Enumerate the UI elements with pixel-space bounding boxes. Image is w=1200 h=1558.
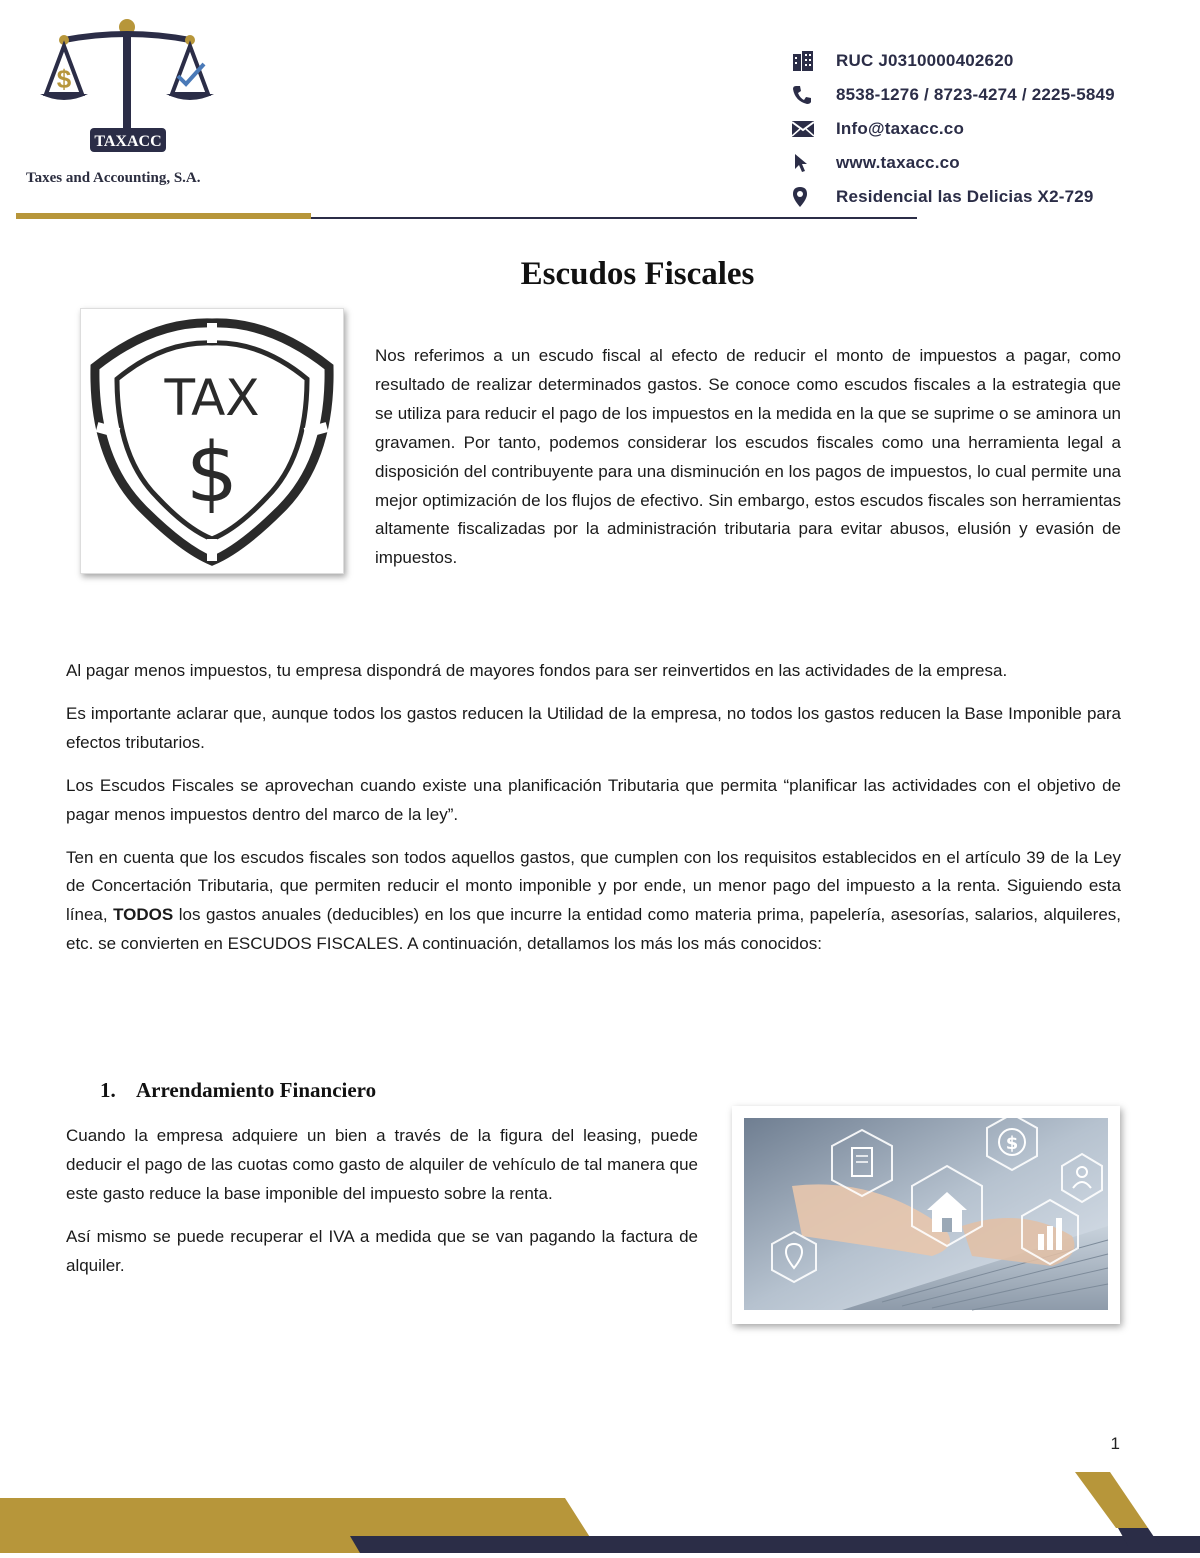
paragraph-2: Es importante aclarar que, aunque todos los gastos reducen la Utilidad de la empresa, no todos los gastos reducen la Base Imponible para efectos tributarios. bbox=[66, 703, 1121, 752]
email-link[interactable]: Info@taxacc.co bbox=[836, 119, 965, 138]
contact-text: Residencial las Delicias X2-729 bbox=[836, 187, 1094, 206]
lease-paragraph-2: Así mismo se puede recuperar el IVA a medida que se van pagando la factura de alquiler. bbox=[66, 1226, 698, 1275]
paragraph-4-start: Ten en cuenta que los escudos fiscales son todos aquellos gastos, que cumplen con los requisitos establecidos en el artículo 39 de la Ley de Concertación Tributaria, que permiten reducir el monto imponible y por ende, un menor pago del impuesto a la renta. Siguiendo esta línea, bbox=[66, 847, 1121, 925]
contact-website[interactable] bbox=[792, 146, 1192, 180]
header-rule-gold bbox=[16, 213, 311, 219]
laptop-finance-photo bbox=[732, 1106, 1120, 1324]
paragraph-3: Los Escudos Fiscales se aprovechan cuando existe una planificación Tributaria que permita “planificar las actividades con el objetivo de pagar menos impuestos dentro del marco de la ley”. bbox=[66, 775, 1121, 824]
contact-address bbox=[792, 180, 1192, 214]
logo-caption: Taxes and Accounting, S.A. bbox=[26, 170, 201, 186]
lease-paragraph-1: Cuando la empresa adquiere un bien a través de la figura del leasing, puede deducir el pago de las cuotas como gasto de alquiler de vehículo de tal manera que este gasto reduce la base imponible del impuesto sobre la renta. bbox=[66, 1126, 698, 1203]
intro-paragraph-block bbox=[375, 342, 1121, 573]
envelope-icon bbox=[792, 118, 818, 140]
cursor-icon bbox=[792, 152, 818, 174]
contact-phone bbox=[792, 78, 1192, 112]
header-rule-navy bbox=[311, 217, 917, 219]
footer-decoration bbox=[0, 1470, 1200, 1553]
scales-of-justice-icon bbox=[30, 16, 260, 196]
section-heading bbox=[100, 1078, 700, 1103]
contact-text: RUC J0310000402620 bbox=[836, 51, 1014, 70]
company-logo bbox=[30, 16, 260, 196]
body-paragraphs bbox=[66, 657, 1121, 973]
section-number: 1. bbox=[100, 1078, 116, 1102]
logo-wordmark: TAXACC bbox=[94, 133, 162, 150]
contact-text: 8538-1276 / 8723-4274 / 2225-5849 bbox=[836, 85, 1115, 104]
contact-email[interactable] bbox=[792, 112, 1192, 146]
building-icon bbox=[792, 50, 818, 72]
paragraph-4 bbox=[66, 844, 1121, 960]
website-link[interactable]: www.taxacc.co bbox=[836, 153, 960, 172]
intro-paragraph: Nos referimos a un escudo fiscal al efecto de reducir el monto de impuestos a pagar, como resultado de realizar determinados gastos. Se conoce como escudos fiscales a la estrategia que se utiliza para reducir el pago de los impuestos en la medida en la que se suprime o se aminora un gravamen. Por tanto, podemos considerar los escudos fiscales como una herramienta legal a disposición del contribuyente para una disminución en los pagos de impuestos, lo cual permite una mejor optimización de los flujos de efectivo. Sin embargo, estos escudos fiscales son herramientas altamente fiscalizadas por la administración tributaria para evitar abusos, elusión y evasión de impuestos. bbox=[375, 346, 1121, 568]
contact-ruc bbox=[792, 44, 1192, 78]
location-pin-icon bbox=[792, 186, 818, 208]
page-number: 1 bbox=[1110, 1434, 1120, 1453]
paragraph-4-end: los gastos anuales (deducibles) en los que incurre la entidad como materia prima, papelería, asesorías, salarios, alquileres, etc. se convierten en ESCUDOS FISCALES. A continuación, detallamos los más los más conocidos: bbox=[66, 905, 1121, 954]
paragraph-4-bold: TODOS bbox=[113, 905, 174, 925]
contact-info bbox=[792, 44, 1192, 214]
tax-text: TAX bbox=[164, 369, 260, 427]
dollar-sign: $ bbox=[185, 426, 239, 521]
finance-icons-photo bbox=[732, 1106, 1120, 1324]
page-title: Escudos Fiscales bbox=[520, 256, 755, 292]
svg-text:$: $ bbox=[56, 64, 72, 94]
section-title: Arrendamiento Financiero bbox=[136, 1078, 377, 1102]
tax-shield-image bbox=[80, 308, 344, 574]
photo-dollar-sign: $ bbox=[1005, 1133, 1019, 1154]
phone-icon bbox=[792, 84, 818, 106]
tax-shield-icon bbox=[81, 309, 343, 573]
section-1-paragraphs bbox=[66, 1122, 698, 1295]
paragraph-1: Al pagar menos impuestos, tu empresa dispondrá de mayores fondos para ser reinvertidos en las actividades de la empresa. bbox=[66, 661, 1008, 680]
